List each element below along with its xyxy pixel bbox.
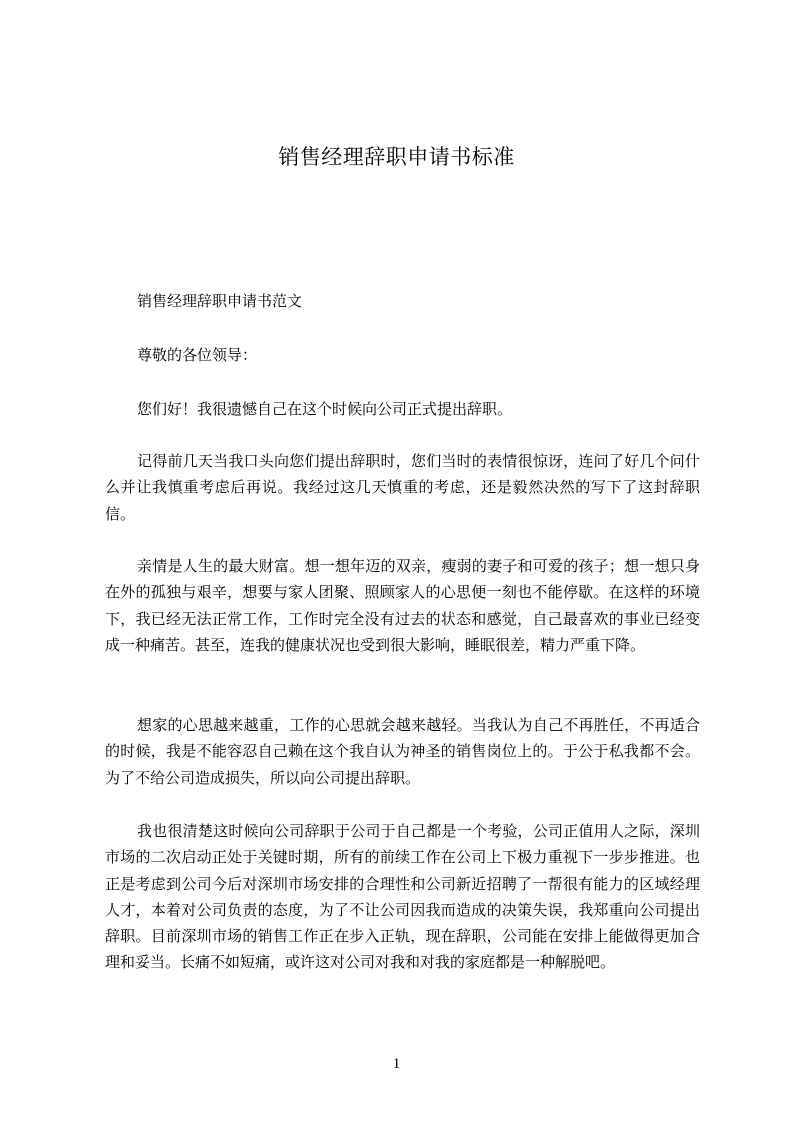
page-number: 1 — [392, 1056, 401, 1072]
greeting: 您们好！我很遗憾自己在这个时候向公司正式提出辞职。 — [137, 400, 513, 418]
paragraph-2: 亲情是人生的最大财富。想一想年迈的双亲，瘦弱的妻子和可爱的孩子；想一想只身在外的孤独与艰辛，想要与家人团聚、照顾家人的心思便一刻也不能停歇。在这样的环境下，我已经无法正常工作，工作时完全没有过去的状态和感觉，自己最喜欢的事业已经变成一种痛苦。甚至，连我的健康状况也受到很大影响，睡眠很差，精力严重下降。 — [105, 557, 700, 654]
paragraph-1: 记得前几天当我口头向您们提出辞职时，您们当时的表情很惊讶，连问了好几个问什么并让我慎重考虑后再说。我经过这几天慎重的考虑，还是毅然决然的写下了这封辞职信。 — [105, 452, 700, 523]
subtitle: 销售经理辞职申请书范文 — [137, 292, 303, 310]
salutation: 尊敬的各位领导： — [137, 346, 258, 364]
document-title: 销售经理辞职申请书标准 — [278, 145, 515, 169]
paragraph-3: 想家的心思越来越重，工作的心思就会越来越轻。当我认为自己不再胜任，不再适合的时候，我是不能容忍自己赖在这个我自认为神圣的销售岗位上的。于公于私我都不会。为了不给公司造成损失，所以向公司提出辞职。 — [105, 716, 700, 787]
paragraph-4: 我也很清楚这时候向公司辞职于公司于自己都是一个考验，公司正值用人之际，深圳市场的二次启动正处于关键时期，所有的前续工作在公司上下极力重视下一步步推进。也正是考虑到公司今后对深圳市场安排的合理性和公司新近招聘了一帮很有能力的区域经理人才，本着对公司负责的态度，为了不让公司因我而造成的决策失误，我郑重向公司提出辞职。目前深圳市场的销售工作正在步入正轨，现在辞职，公司能在安排上能做得更加合理和妥当。长痛不如短痛，或许这对公司对我和对我的家庭都是一种解脱吧。 — [105, 822, 700, 972]
